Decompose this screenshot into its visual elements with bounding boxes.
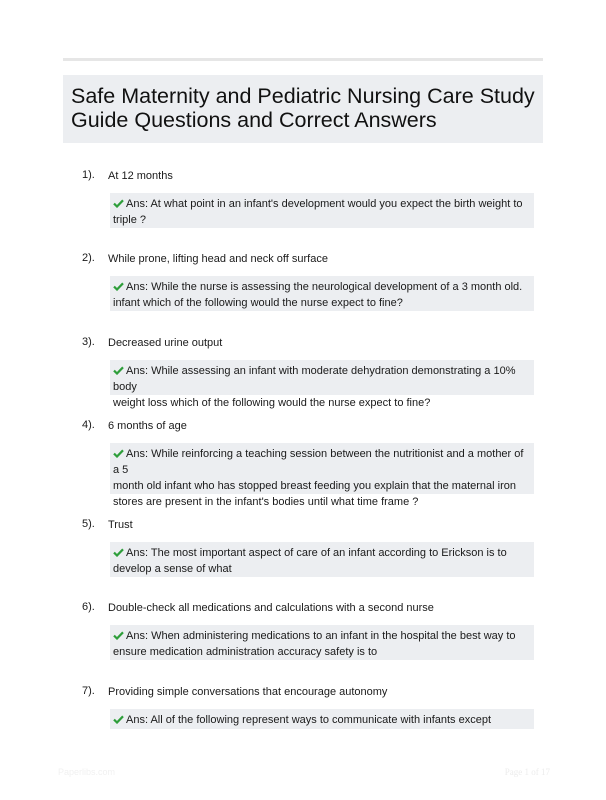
answer-line-1: Ans: The most important aspect of care of an infant according to Erickson is to (126, 547, 507, 559)
answer-line-2: ensure medication administration accuracy safety is to (113, 646, 378, 658)
answer-line-1: Ans: While reinforcing a teaching session between the nutritionist and a mother of a 5 (113, 448, 524, 476)
question-number: 2). (82, 252, 95, 264)
check-icon (113, 199, 124, 208)
answer-box (110, 360, 534, 409)
check-icon (113, 715, 124, 724)
answer-box (110, 193, 534, 228)
question-number: 1). (82, 169, 95, 181)
answer-line-1: Ans: When administering medications to an infant in the hospital the best way to (126, 630, 516, 642)
title-line-2: Guide Questions and Correct Answers (71, 108, 437, 132)
answer-line-1: Ans: While assessing an infant with moderate dehydration demonstrating a 10% body (113, 365, 516, 393)
answer-line-2: month old infant who has stopped breast feeding you explain that the maternal iron (113, 480, 516, 492)
answer-line-2: weight loss which of the following would the nurse expect to fine? (113, 397, 431, 409)
title-line-1: Safe Maternity and Pediatric Nursing Care Study (71, 84, 535, 108)
question-text: While prone, lifting head and neck off surface (108, 253, 328, 265)
question-number: 4). (82, 419, 95, 431)
question-text: Providing simple conversations that encourage autonomy (108, 686, 388, 698)
question-number: 6). (82, 601, 95, 613)
question-number: 7). (82, 685, 95, 697)
top-divider (63, 58, 543, 61)
check-icon (113, 449, 124, 458)
question-text: Decreased urine output (108, 337, 223, 349)
answer-box (110, 276, 534, 311)
answer-line-2: infant which of the following would the nurse expect to fine? (113, 297, 403, 309)
answer-line-1: Ans: All of the following represent ways to communicate with infants except (126, 714, 492, 726)
footer-page-number: Page 1 of 17 (504, 767, 550, 777)
answer-line-2: triple ? (113, 214, 147, 226)
question-text: Double-check all medications and calculations with a second nurse (108, 602, 434, 614)
answer-line-1: Ans: At what point in an infant's development would you expect the birth weight to (126, 198, 523, 210)
answer-line-3: stores are present in the infant's bodies until what time frame ? (113, 496, 419, 508)
question-number: 5). (82, 518, 95, 530)
check-icon (113, 631, 124, 640)
answer-box (110, 443, 534, 508)
check-icon (113, 366, 124, 375)
answer-box (110, 709, 534, 729)
footer-site-watermark: Paperlibs.com (58, 767, 116, 777)
check-icon (113, 548, 124, 557)
answer-line-2: develop a sense of what (113, 563, 232, 575)
title-banner (63, 75, 543, 143)
question-text: 6 months of age (108, 420, 187, 432)
answer-box (110, 625, 534, 660)
question-text: Trust (108, 519, 133, 531)
check-icon (113, 282, 124, 291)
question-text: At 12 months (108, 170, 173, 182)
answer-box (110, 542, 534, 577)
answer-line-1: Ans: While the nurse is assessing the neurological development of a 3 month old. (126, 281, 523, 293)
document-title (71, 84, 535, 132)
question-number: 3). (82, 336, 95, 348)
